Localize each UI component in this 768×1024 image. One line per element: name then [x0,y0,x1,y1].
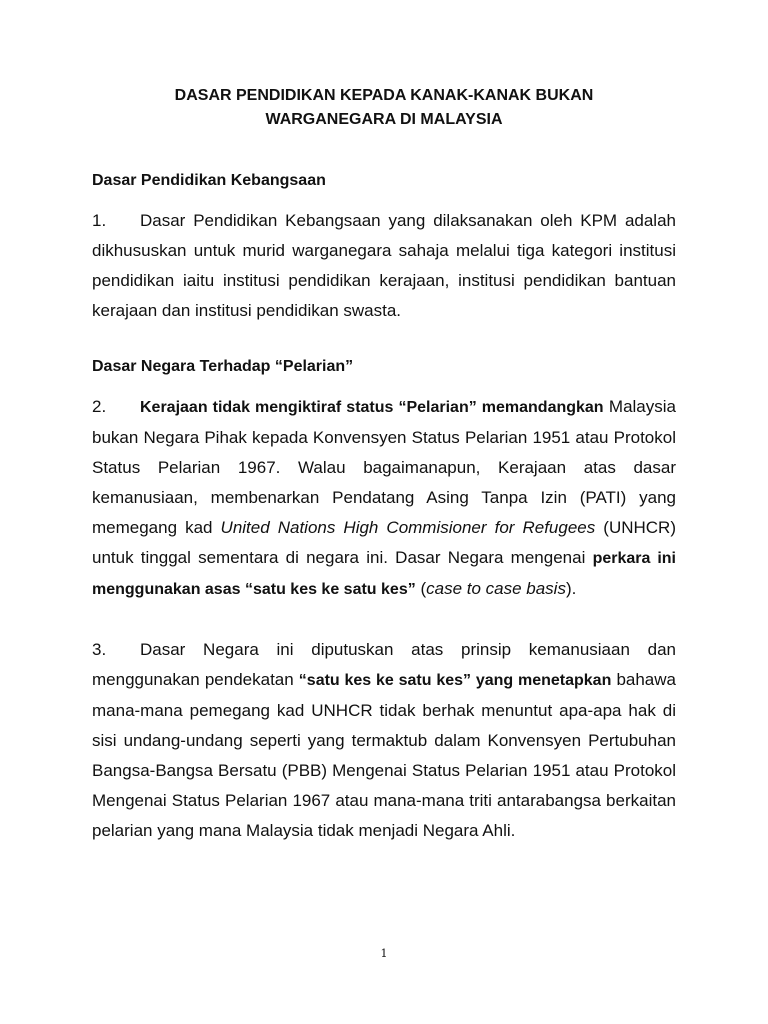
paragraph-text: ). [565,579,577,598]
paragraph-3 [92,635,676,846]
paragraph-number: 1. [92,211,107,230]
bold-text: perkara ini menggunakan asas “satu kes ke satu kes” [92,550,676,598]
bold-text: Kerajaan tidak mengiktiraf status “Pelarian” memandangkan [140,399,604,416]
paragraph-text: Dasar Pendidikan Kebangsaan yang dilaksanakan oleh KPM adalah dikhususkan untuk murid warganegara sahaja melalui tiga kategori institusi pendidikan iaitu institusi pendidikan kerajaan, institusi pendidikan bantuan kerajaan dan institusi pendidikan swasta. [92,211,676,320]
bold-text: “satu kes ke satu kes” yang menetapkan [298,672,612,689]
paragraph-2 [92,392,676,605]
italic-text: United Nations High Commisioner for Refugees [220,518,596,537]
paragraph-text: bahawa mana-mana pemegang kad UNHCR tidak berhak menuntut apa-apa hak di sisi undang-undang seperti yang termaktub dalam Konvensyen Pertubuhan Bangsa-Bangsa Bersatu (PBB) Mengenai Status Pelarian 1951 atau Protokol Mengenai Status Pelarian 1967 atau mana-mana triti antarabangsa berkaitan pelarian yang mana Malaysia tidak menjadi Negara Ahli. [92,670,676,840]
paragraph-text: Dasar Negara ini diputuskan atas prinsip kemanusiaan dan menggunakan pendekatan [92,640,676,689]
title-line-2: WARGANEGARA DI MALAYSIA [265,111,503,128]
document-page [92,84,676,846]
document-title [92,84,676,132]
paragraph-number: 2. [92,397,107,416]
section-heading-dasar-pendidikan: Dasar Pendidikan Kebangsaan [92,172,326,189]
section-heading-dasar-negara: Dasar Negara Terhadap “Pelarian” [92,358,354,375]
page-number: 1 [380,947,388,960]
paragraph-text: ( [415,579,427,598]
title-line-1: DASAR PENDIDIKAN KEPADA KANAK-KANAK BUKAN [174,87,594,104]
italic-text: case to case basis [426,579,566,598]
paragraph-number: 3. [92,640,107,659]
paragraph-text: Malaysia bukan Negara Pihak kepada Konvensyen Status Pelarian 1951 atau Protokol Status Pelarian 1967. Walau bagaimanapun, Kerajaan atas dasar kemanusiaan, membenarkan Pendatang Asing Tanpa Izin (PATI) yang memegang kad [92,397,676,537]
paragraph-1 [92,206,676,326]
paragraph-text: (UNHCR) untuk tinggal sementara di negara ini. Dasar Negara mengenai [92,518,676,567]
